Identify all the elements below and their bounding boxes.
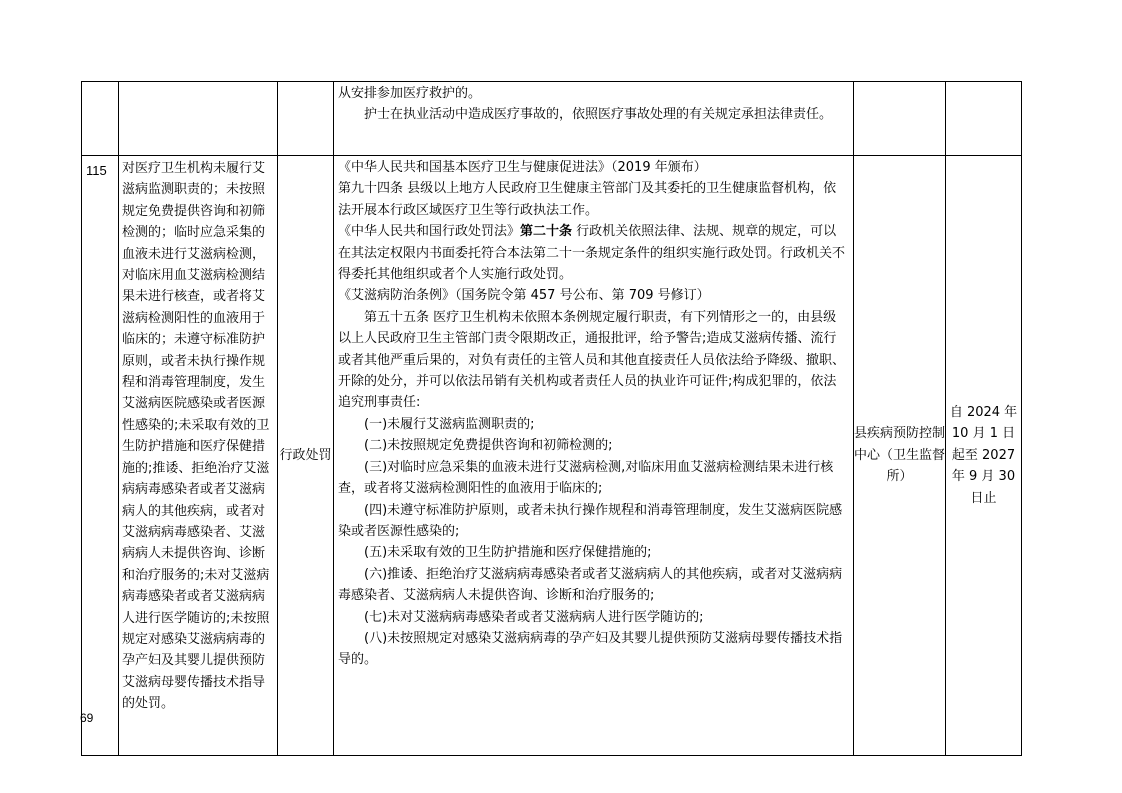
cell-agency (854, 82, 946, 156)
cell-item (119, 82, 278, 156)
effective-period: 自 2024 年10 月 1 日起至 2027 年 9 月 30 日止 (946, 156, 1022, 756)
law-title: 《中华人民共和国基本医疗卫生与健康促进法》（2019 年颁布） (338, 160, 707, 175)
table-row (82, 156, 1022, 756)
clause: (二)未按照规定免费提供咨询和初筛检测的; (364, 438, 613, 454)
article-text: 行政机关依照法律、法规、规章的规定，可以在其法定权限内书面委托符合本法第二十一条规定条件的组织实施行政处罚。行政机关不得委托其他组织或者个人实施行政处罚。 (338, 224, 846, 283)
law-title: 《中华人民共和国行政处罚法》 (338, 224, 521, 240)
law-article: 第九十四条 县级以上地方人民政府卫生健康主管部门及其委托的卫生健康监督机构，依法开展本行政区域医疗卫生等行政执法工作。 (338, 181, 837, 218)
item-description: 对医疗卫生机构未履行艾滋病监测职责的；未按照规定免费提供咨询和初筛检测的；临时应急采集的血液未进行艾滋病检测，对临床用血艾滋病检测结果未进行核查，或者将艾滋病检测阳性的血液用于临床的；未遵守标准防护原则，或者未执行操作规程和消毒管理制度，发生艾滋病医院感染或者医源性感染的;未采取有效的卫生防护措施和医疗保健措施的;推诿、拒绝治疗艾滋病病毒感染者或者艾滋病病人的其他疾病，或者对艾滋病病毒感染者、艾滋病病人未提供咨询、诊断和治疗服务的;未对艾滋病病毒感染者或者艾滋病病人进行医学随访的;未按照规定对感染艾滋病病毒的孕产妇及其婴儿提供预防艾滋病母婴传播技术指导的处罚。 (119, 156, 278, 756)
cell-number (82, 82, 119, 156)
legal-basis (334, 156, 854, 756)
clause: (三)对临时应急采集的血液未进行艾滋病检测,对临床用血艾滋病检测结果未进行核查，或者将艾滋病检测阳性的血液用于临床的; (338, 459, 834, 497)
page-number: 69 (80, 711, 94, 725)
law-article (338, 221, 849, 285)
basis-text: 护士在执业活动中造成医疗事故的，依照医疗事故处理的有关规定承担法律责任。 (364, 107, 833, 123)
cell-basis (334, 82, 854, 156)
cell-date (946, 82, 1022, 156)
clause: (六)推诿、拒绝治疗艾滋病病毒感染者或者艾滋病病人的其他疾病，或者对艾滋病病毒感染者、艾滋病病人未提供咨询、诊断和治疗服务的; (338, 566, 843, 604)
clause: (一)未履行艾滋病监测职责的; (364, 416, 535, 432)
item-number: 115 (82, 156, 119, 756)
clause: (四)未遵守标准防护原则，或者未执行操作规程和消毒管理制度，发生艾滋病医院感染或者医源性感染的; (338, 502, 843, 539)
law-article: 第五十五条 医疗卫生机构未依照本条例规定履行职责，有下列情形之一的，由县级以上人民政府卫生主管部门责令限期改正，通报批评，给予警告;造成艾滋病传播、流行或者其他严重后果的，对负有责任的主管人员和其他直接责任人员依法给予降级、撤职、开除的处分，并可以依法吊销有关机构或者责任人员的执业许可证件;构成犯罪的，依法追究刑事责任: (338, 309, 846, 411)
article-number: 第二十条 (520, 224, 573, 240)
cell-type (278, 82, 334, 156)
clause: (七)未对艾滋病病毒感染者或者艾滋病病人进行医学随访的; (364, 609, 704, 625)
clause: (八)未按照规定对感染艾滋病病毒的孕产妇及其婴儿提供预防艾滋病母婴传播技术指导的。 (338, 630, 843, 668)
item-type: 行政处罚 (278, 156, 334, 756)
table-row (82, 82, 1022, 156)
responsible-agency: 县疾病预防控制中心（卫生监督所） (854, 156, 946, 756)
basis-text: 从安排参加医疗救护的。 (338, 86, 482, 101)
authority-table (81, 81, 1022, 756)
clause: (五)未采取有效的卫生防护措施和医疗保健措施的; (364, 545, 652, 561)
law-title: 《艾滋病防治条例》（国务院令第 457 号公布、第 709 号修订） (338, 288, 710, 304)
